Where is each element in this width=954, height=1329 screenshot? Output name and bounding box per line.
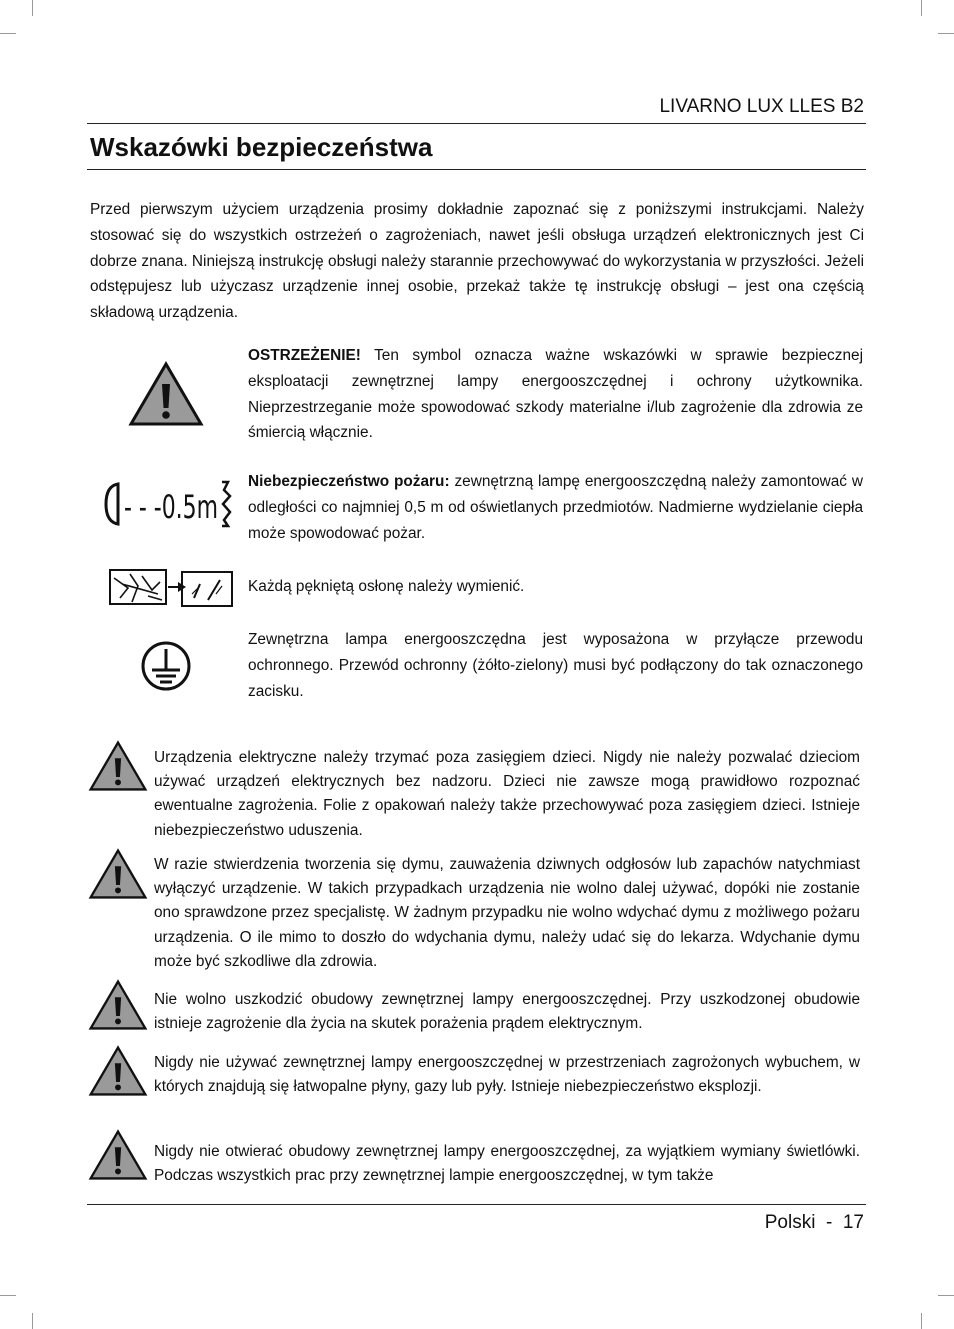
warning-triangle-icon xyxy=(89,980,147,1030)
header-rule xyxy=(87,123,866,124)
title-rule xyxy=(87,169,866,170)
fire-text: zewnętrzną lampę energooszczędną należy zamontować w odległości co najmniej 0,5 m od oświetlanych przedmiotów. Nadmierne wydzielanie ciepła może spowodować pożar. xyxy=(248,473,863,542)
crop-mark xyxy=(0,1295,16,1296)
crop-mark xyxy=(921,1313,922,1329)
fire-distance-icon xyxy=(100,478,232,530)
fire-distance-label: - - -0.5m xyxy=(124,488,218,526)
product-header: LIVARNO LUX LLES B2 xyxy=(659,96,864,117)
ground-paragraph: Zewnętrzna lampa energooszczędna jest wyposażona w przyłącze przewodu ochronnego. Przewód ochronny (żółto-zielony) musi być podłączony do tak oznaczonego zacisku. xyxy=(248,631,863,700)
page-number: Polski - 17 xyxy=(764,1212,864,1233)
warning-triangle-icon xyxy=(89,1046,147,1096)
warning-symbol-paragraph xyxy=(248,343,863,446)
section-title: Wskazówki bezpieczeństwa xyxy=(90,132,433,162)
crop-mark xyxy=(32,1313,33,1329)
broken-cover-icon xyxy=(108,568,234,608)
warning-text: Ten symbol oznacza ważne wskazówki w sprawie bezpiecznej eksploatacji zewnętrznej lampy energooszczędnej i ochrony użytkownika. Nieprzestrzeganie może spowodować szkody materialne i/lub zagrożenie dla zdrowia ze śmiercią włącznie. xyxy=(248,347,863,442)
crop-mark xyxy=(938,1295,954,1296)
fire-symbol-paragraph xyxy=(248,469,863,546)
warning-item: W razie stwierdzenia tworzenia się dymu, zauważenia dziwnych odgłosów lub zapachów natychmiast wyłączyć urządzenie. W takich przypadkach urządzenia nie wolno dalej używać, dopóki nie zostanie ono sprawdzone przez specjalistę. W żadnym przypadku nie wolno wdychać dymu z możliwego pożaru urządzenia. O ile mimo to doszło do wdychania dymu, należy udać się do lekarza. Wdychanie dymu może być szkodliwe dla zdrowia. xyxy=(154,856,860,970)
cover-paragraph: Każdą pękniętą osłonę należy wymienić. xyxy=(248,578,525,595)
warning-triangle-icon xyxy=(89,1130,147,1180)
warning-item: Nigdy nie używać zewnętrznej lampy energooszczędnej w przestrzeniach zagrożonych wybuchem, w których znajdują się łatwopalne płyny, gazy lub pyły. Istnieje niebezpieczeństwo eksplozji. xyxy=(154,1054,860,1096)
crop-mark xyxy=(938,33,954,34)
crop-mark xyxy=(32,0,33,16)
intro-paragraph: Przed pierwszym użyciem urządzenia prosimy dokładnie zapoznać się z poniższymi instrukcjami. Należy stosować się do wszystkich ostrzeżeń o zagrożeniach, nawet jeśli obsługa urządzeń elektronicznych jest Ci dobrze znana. Niniejszą instrukcję obsługi należy starannie przechowywać do wykorzystania w przyszłości. Jeżeli odstępujesz lub użyczasz urządzenie innej osobie, przekaż także tę instrukcję obsługi – jest ona częścią składową urządzenia. xyxy=(90,201,864,322)
warning-item: Nie wolno uszkodzić obudowy zewnętrznej lampy energooszczędnej. Przy uszkodzonej obudowie istnieje zagrożenie dla życia na skutek porażenia prądem elektrycznym. xyxy=(154,991,860,1033)
footer-rule xyxy=(87,1204,866,1205)
crop-mark xyxy=(921,0,922,16)
warning-label: OSTRZEŻENIE! xyxy=(248,347,361,364)
warning-triangle-icon xyxy=(89,741,147,791)
warning-item: Nigdy nie otwierać obudowy zewnętrznej lampy energooszczędnej, za wyjątkiem wymiany świetlówki. Podczas wszystkich prac przy zewnętrznej lampie energooszczędnej, w tym także xyxy=(154,1143,860,1185)
protective-earth-icon xyxy=(140,640,192,692)
warning-triangle-icon xyxy=(129,362,203,426)
fire-label: Niebezpieczeństwo pożaru: xyxy=(248,473,450,490)
crop-mark xyxy=(0,33,16,34)
warning-triangle-icon xyxy=(89,849,147,899)
warning-item: Urządzenia elektryczne należy trzymać poza zasięgiem dzieci. Nigdy nie należy pozwalać dzieciom używać urządzeń elektrycznych bez nadzoru. Dzieci nie zawsze mogą prawidłowo rozpoznać ewentualne zagrożenia. Folie z opakowań należy także przechowywać poza zasięgiem dzieci. Istnieje niebezpieczeństwo uduszenia. xyxy=(154,749,860,839)
